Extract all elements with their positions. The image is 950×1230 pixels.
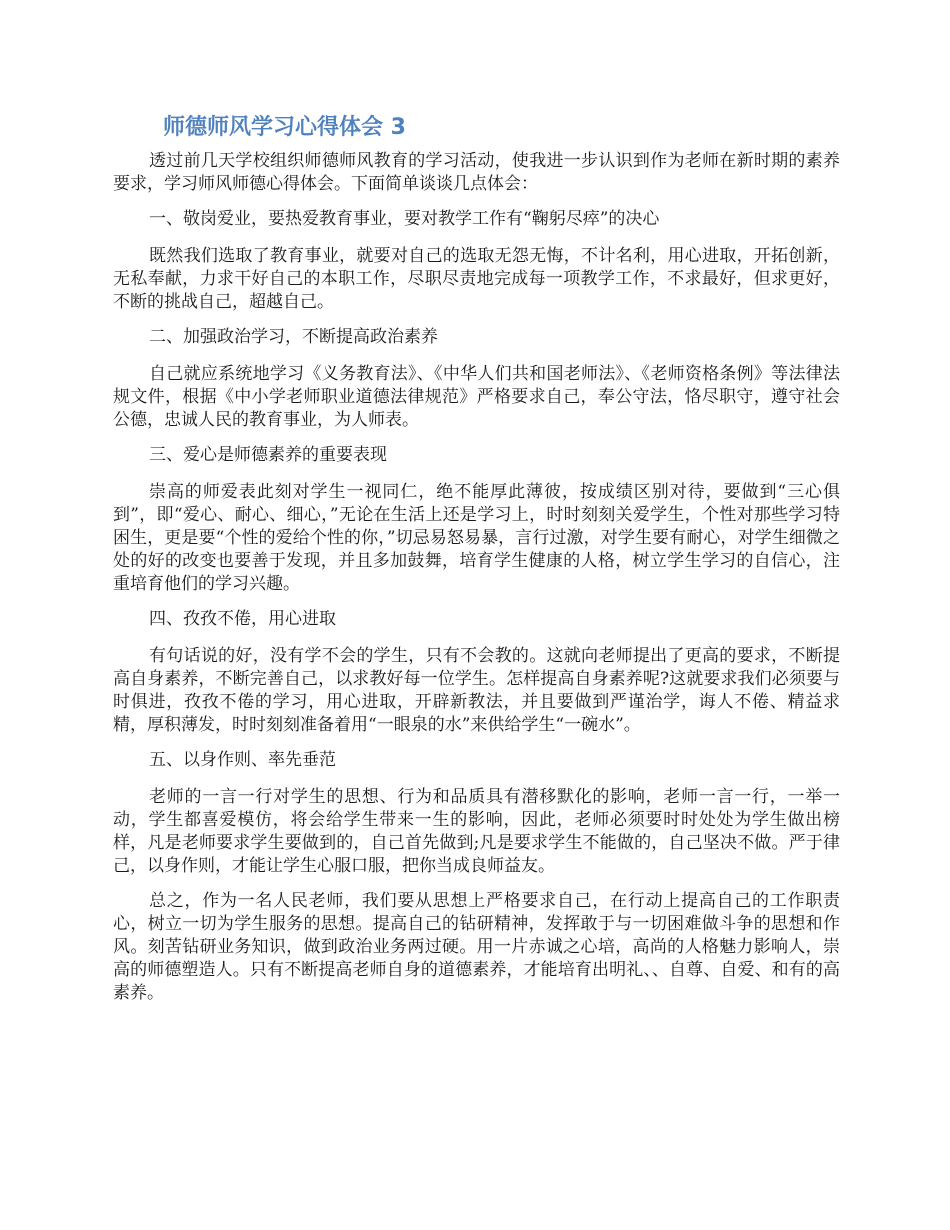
paragraph-section-2: 自己就应系统地学习《义务教育法》、《中华人们共和国老师法》、《老师资格条例》等法律法规文件，根据《中小学老师职业道德法律规范》严格要求自己，奉公守法，恪尽职守，遵守社会公德，忠诚人民的教育事业，为人师表。 bbox=[113, 364, 840, 430]
section-heading-4: 四、孜孜不倦，用心进取 bbox=[149, 609, 336, 629]
paragraph-intro: 透过前几天学校组织师德师风教育的学习活动，使我进一步认识到作为老师在新时期的素养要求，学习师风师德心得体会。下面简单谈谈几点体会： bbox=[113, 151, 840, 194]
document-title: 师德师风学习心得体会 3 bbox=[163, 115, 406, 140]
paragraph-section-3: 崇高的师爱表此刻对学生一视同仁，绝不能厚此薄彼，按成绩区别对待，要做到“三心俱到”，即“爱心、耐心、细心，”无论在生活上还是学习上，时时刻刻关爱学生，个性对那些学习特困生，更是要“个性的爱给个性的你，”切忌易怒易暴，言行过激，对学生要有耐心，对学生细微之处的好的改变也要善于发现，并且多加鼓舞，培育学生健康的人格，树立学生学习的自信心，注重培育他们的学习兴趣。 bbox=[113, 482, 840, 594]
document-body bbox=[113, 150, 840, 1017]
section-heading-1: 一、敬岗爱业，要热爱教育事业，要对教学工作有“鞠躬尽瘁”的决心 bbox=[149, 209, 660, 229]
section-heading-5: 五、以身作则、率先垂范 bbox=[149, 750, 336, 770]
paragraph-section-1: 既然我们选取了教育事业，就要对自己的选取无怨无悔，不计名利，用心进取，开拓创新，无私奉献，力求干好自己的本职工作，尽职尽责地完成每一项教学工作，不求最好，但求更好，不断的挑战自己，超越自己。 bbox=[113, 246, 840, 312]
paragraph-section-5: 老师的一言一行对学生的思想、行为和品质具有潜移默化的影响，老师一言一行，一举一动，学生都喜爱模仿，将会给学生带来一生的影响，因此，老师必须要时时处处为学生做出榜样，凡是老师要求学生要做到的，自己首先做到;凡是要求学生不能做的，自己坚决不做。严于律己，以身作则，才能让学生心服口服，把你当成良师益友。 bbox=[113, 787, 840, 876]
section-heading-2: 二、加强政治学习，不断提高政治素养 bbox=[149, 327, 438, 347]
paragraph-section-4: 有句话说的好，没有学不会的学生，只有不会教的。这就向老师提出了更高的要求，不断提高自身素养，不断完善自己，以求教好每一位学生。怎样提高自身素养呢?这就要求我们必须要与时俱进，孜孜不倦的学习，用心进取，开辟新教法，并且要做到严谨治学，诲人不倦、精益求精，厚积薄发，时时刻刻准备着用“一眼泉的水”来供给学生“一碗水”。 bbox=[113, 646, 840, 735]
paragraph-conclusion: 总之，作为一名人民老师，我们要从思想上严格要求自己，在行动上提高自己的工作职责心，树立一切为学生服务的思想。提高自己的钻研精神，发挥敢于与一切困难做斗争的思想和作风。刻苦钻研业务知识，做到政治业务两过硬。用一片赤诚之心培，高尚的人格魅力影响人，崇高的师德塑造人。只有不断提高老师自身的道德素养，才能培育出明礼、、自尊、自爱、和有的高素养。 bbox=[113, 891, 840, 1003]
section-heading-3: 三、爱心是师德素养的重要表现 bbox=[149, 445, 387, 465]
